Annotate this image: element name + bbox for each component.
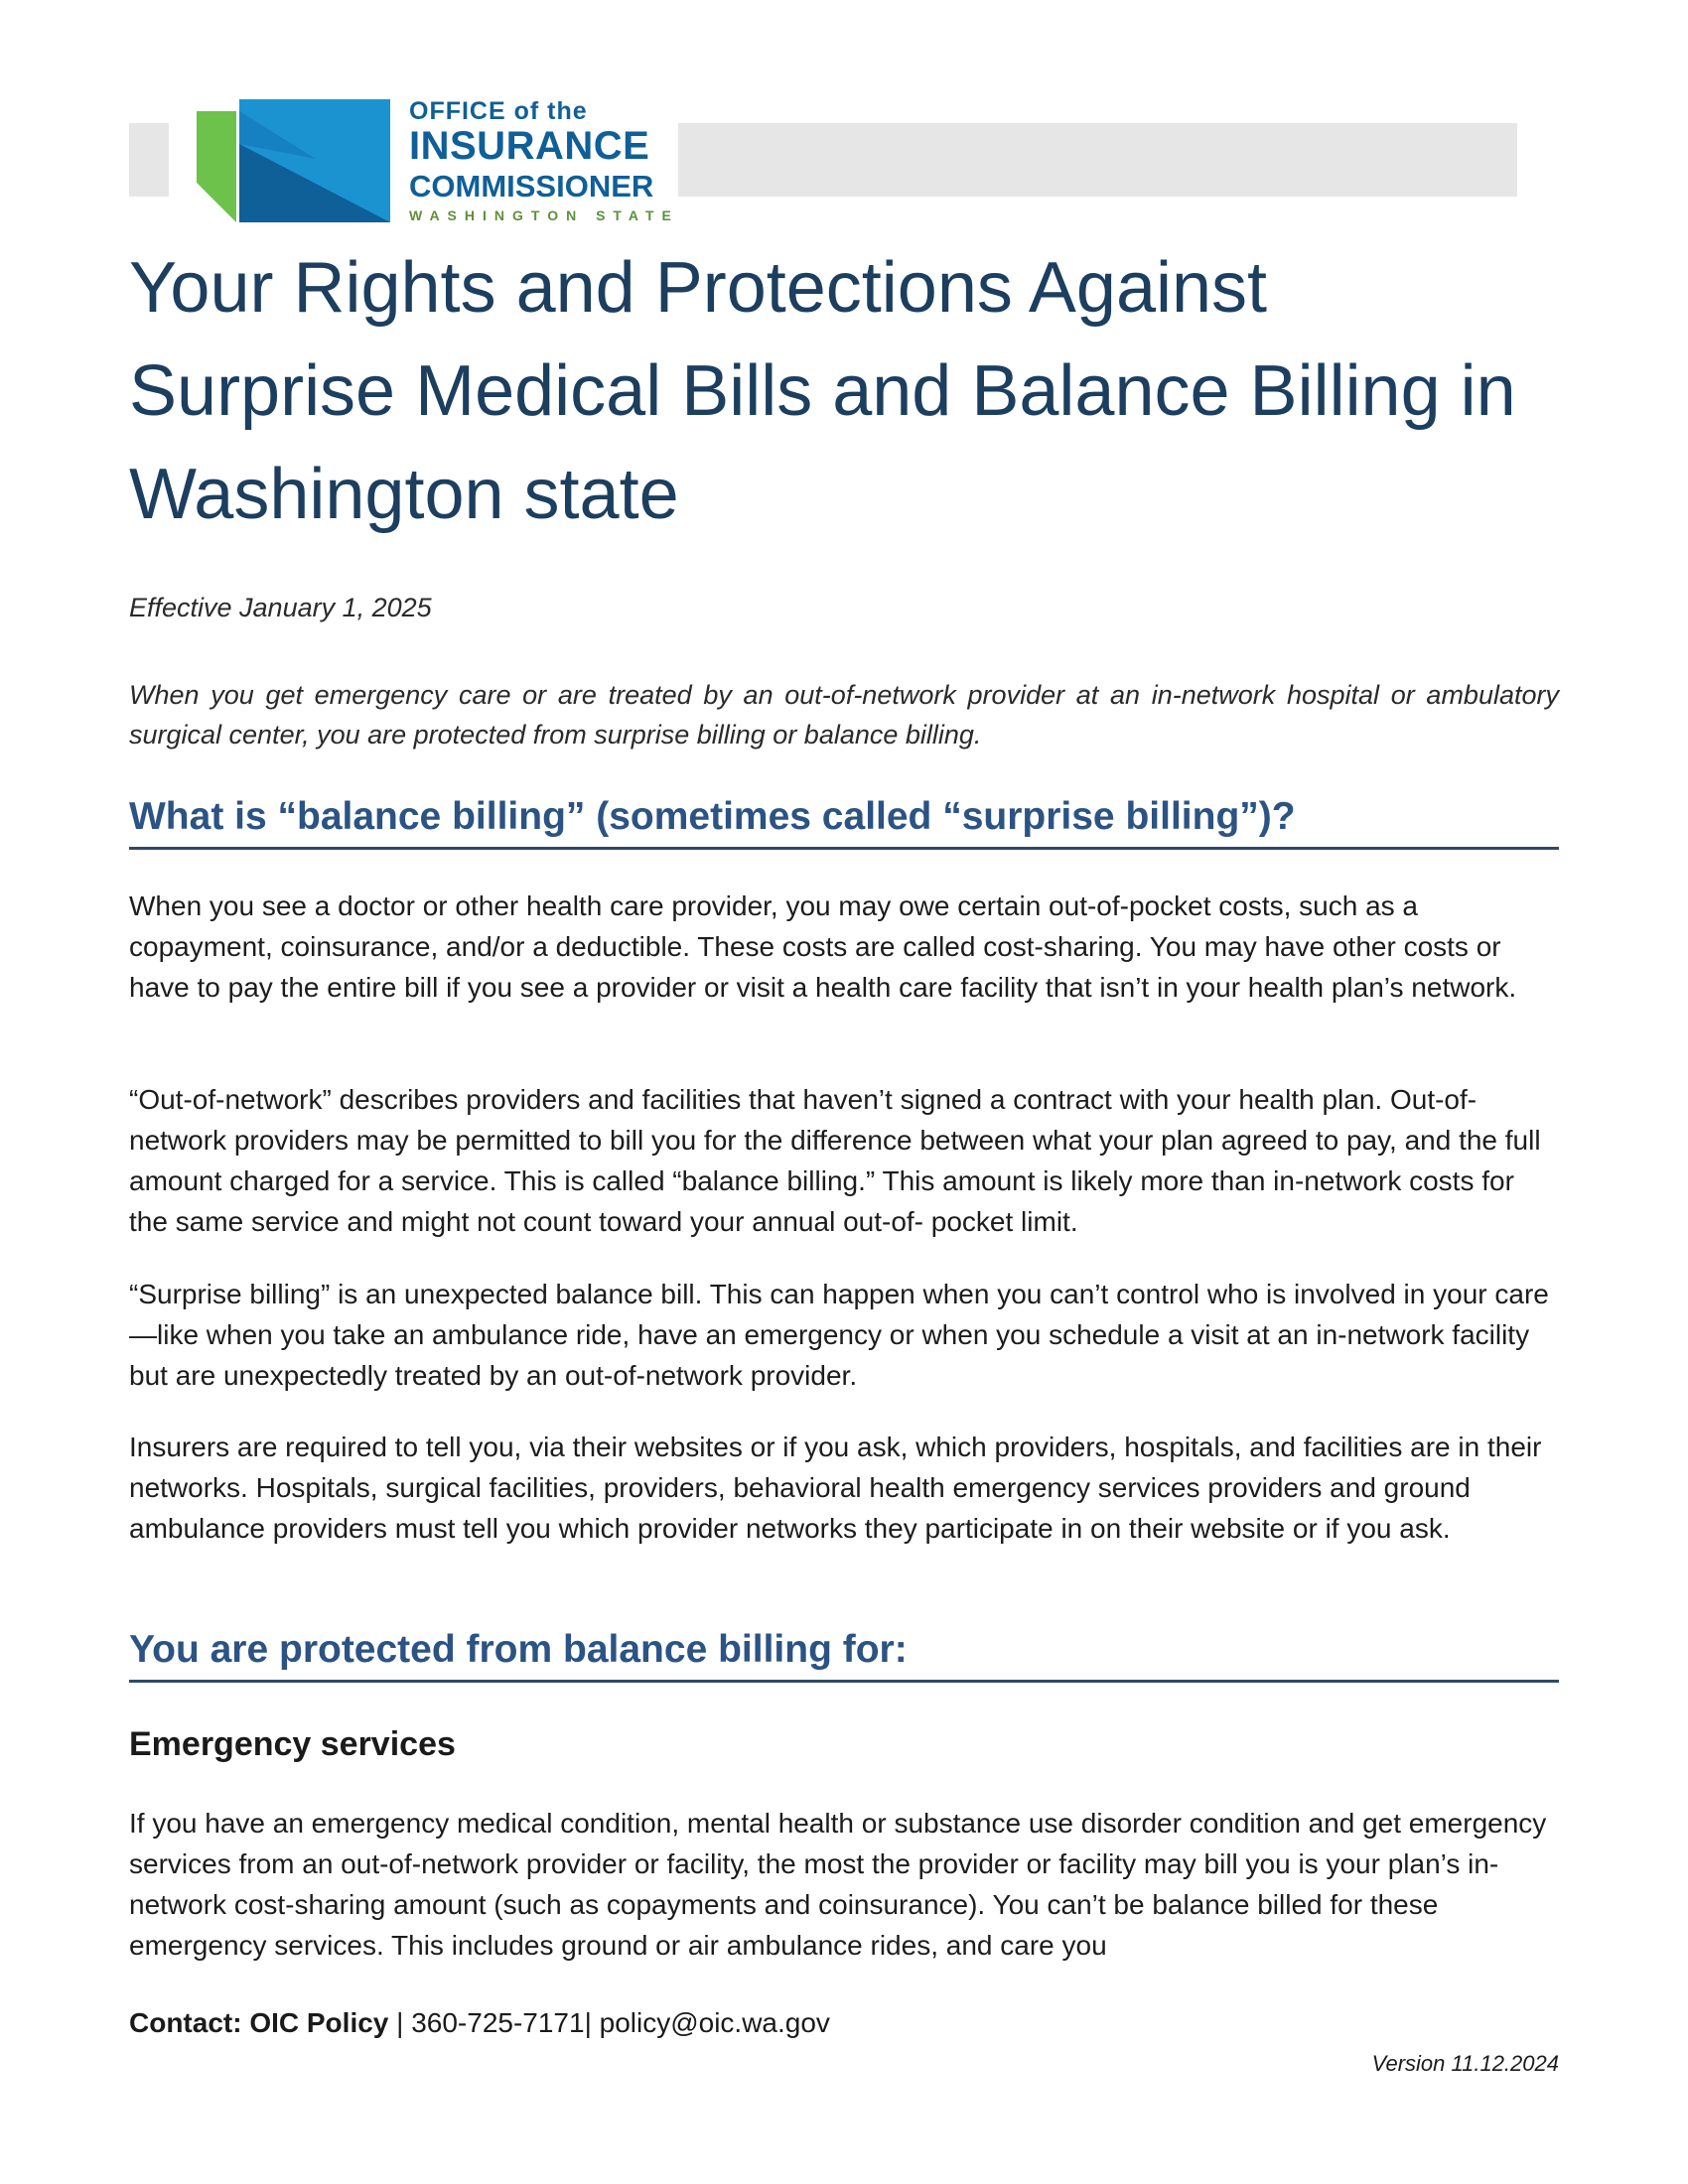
paragraph-emergency-services: If you have an emergency medical condition, mental health or substance use disorder condition and get emergency services from an out-of-network provider or facility, the most the provider or facility may bill you is your plan’s in-network cost-sharing amount (such as copayments and coinsurance). You can’t be balance billed for these emergency services. This includes ground or air ambulance rides, and care you [129,1808,1547,1961]
effective-date: Effective January 1, 2025 [129,593,432,622]
logo-text-state: WASHINGTON STATE [409,207,679,223]
logo-text-office: OFFICE of the [409,97,588,125]
contact-details: | 360-725-7171| policy@oic.wa.gov [388,2007,830,2038]
paragraph-insurer-networks: Insurers are required to tell you, via their websites or if you ask, which providers, hospitals, and facilities are in their networks. Hospitals, surgical facilities, providers, behavioral health emergency services providers and ground ambulance providers must tell you which provider networks they participate in on their website or if you ask. [129,1432,1542,1544]
page-title: Your Rights and Protections Against Surprise Medical Bills and Balance Billing in Washington state [129,248,1516,534]
logo-text-commissioner: COMMISSIONER [409,169,654,204]
section-heading-balance-billing: What is “balance billing” (sometimes called “surprise billing”)? [129,791,1559,850]
contact-label: Contact: OIC Policy [129,2007,389,2038]
section-heading-protected: You are protected from balance billing for: [129,1624,1559,1683]
intro-text: When you get emergency care or are treated by an out-of-network provider at an in-network hospital or ambulatory surgical center, you are protected from surprise billing or balance billing. [129,680,1559,750]
header-bar-right [678,123,1517,197]
logo-text-insurance: INSURANCE [409,124,650,168]
paragraph-out-of-network: “Out-of-network” describes providers and facilities that haven’t signed a contract with your health plan. Out-of-network providers may be permitted to bill you for the difference between what your plan agreed to pay, and the full amount charged for a service. This is called “balance billing.” This amount is likely more than in-network costs for the same service and might not count toward your annual out-of- pocket limit. [129,1084,1541,1237]
subheading-emergency-services: Emergency services [129,1725,456,1763]
contact-line [129,2007,830,2039]
paragraph-cost-sharing: When you see a doctor or other health care provider, you may owe certain out-of-pocket costs, such as a copayment, coinsurance, and/or a deductible. These costs are called cost-sharing. You may have other costs or have to pay the entire bill if you see a provider or visit a health care facility that isn’t in your health plan’s network. [129,890,1517,1003]
header-bar-left [129,123,169,197]
oic-logo-icon [197,99,390,222]
paragraph-surprise-billing: “Surprise billing” is an unexpected balance bill. This can happen when you can’t control who is involved in your care—like when you take an ambulance ride, have an emergency or when you schedule a visit at an in-network facility but are unexpectedly treated by an out-of-network provider. [129,1279,1549,1391]
version-text: Version 11.12.2024 [1371,2051,1559,2076]
